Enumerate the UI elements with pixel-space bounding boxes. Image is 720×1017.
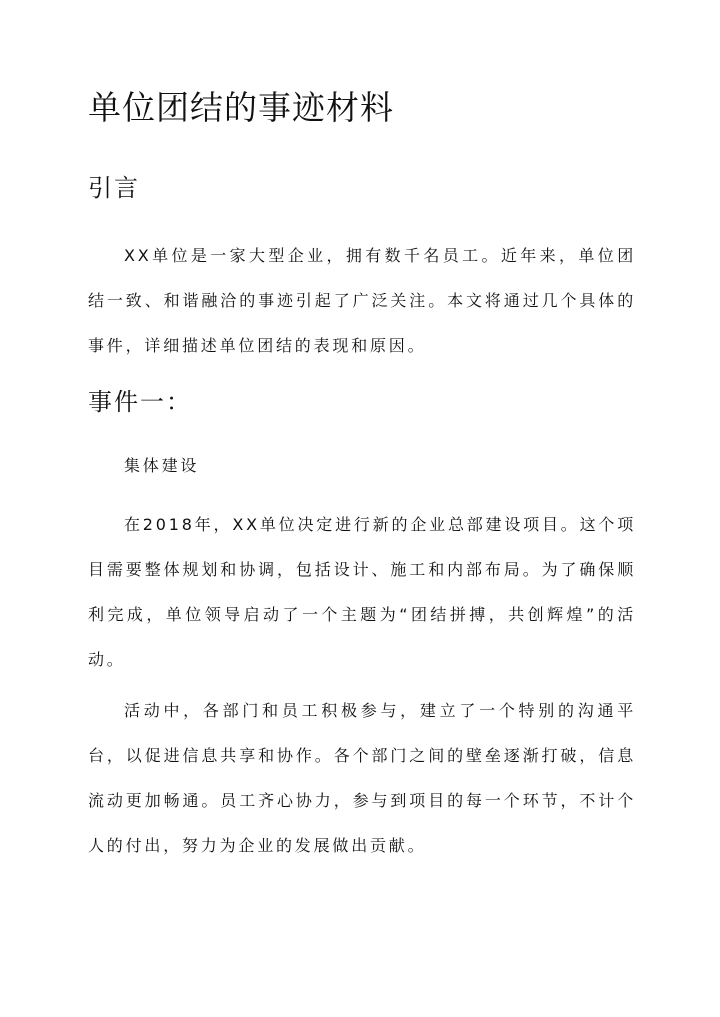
document-title: 单位团结的事迹材料 (88, 88, 394, 127)
event-one-subheading: 集体建设 (124, 456, 200, 475)
section-heading-event-one: 事件一： (88, 388, 192, 416)
event-one-paragraph-1: 在2018年，XX单位决定进行新的企业总部建设项目。这个项目需要整体规划和协调，包括设计、施工和内部布局。为了确保顺利完成，单位领导启动了一个主题为“团结拼搏，共创辉煌”的活动。 (88, 515, 636, 669)
intro-paragraph: XX单位是一家大型企业，拥有数千名员工。近年来，单位团结一致、和谐融洽的事迹引起了广泛关注。本文将通过几个具体的事件，详细描述单位团结的表现和原因。 (88, 246, 636, 355)
event-one-paragraph-2: 活动中，各部门和员工积极参与，建立了一个特别的沟通平台，以促进信息共享和协作。各个部门之间的壁垒逐渐打破，信息流动更加畅通。员工齐心协力，参与到项目的每一个环节，不计个人的付出，努力为企业的发展做出贡献。 (88, 701, 636, 855)
section-heading-intro: 引言 (88, 174, 140, 202)
